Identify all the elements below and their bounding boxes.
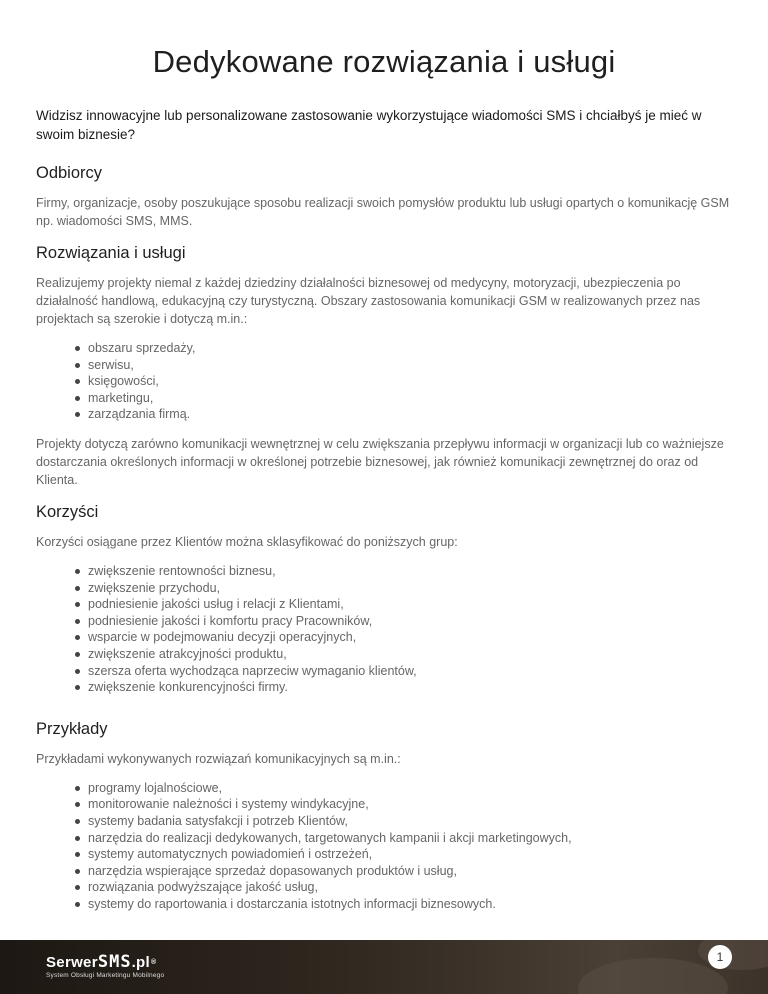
list-item: narzędzia wspierające sprzedaż dopasowanych produktów i usług, [88, 863, 732, 880]
bullet-list [36, 340, 732, 423]
list-item: obszaru sprzedaży, [88, 340, 732, 357]
list-item: podniesienie jakości usług i relacji z Klientami, [88, 596, 732, 613]
bullet-list [36, 780, 732, 913]
section-rozwiazania [36, 242, 732, 489]
list-item: zwiększenie atrakcyjności produktu, [88, 646, 732, 663]
list-item: zarządzania firmą. [88, 406, 732, 423]
list-item: serwisu, [88, 357, 732, 374]
footer-banner [0, 940, 768, 994]
section-korzysci [36, 501, 732, 696]
document-content [36, 106, 732, 924]
list-item: monitorowanie należności i systemy windykacyjne, [88, 796, 732, 813]
list-item: zwiększenie przychodu, [88, 580, 732, 597]
section-paragraph: Realizujemy projekty niemal z każdej dziedziny działalności biznesowej od medycyny, motoryzacji, ubezpieczenia po działalność handlową, edukacyjną czy turystyczną. Obszary zastosowania komunikacji GSM w realizowanych przez nas projektach są szerokie i dotyczą m.in.: [36, 276, 701, 326]
list-item: marketingu, [88, 390, 732, 407]
list-item: podniesienie jakości i komfortu pracy Pracowników, [88, 613, 732, 630]
section-paragraph: Korzyści osiągane przez Klientów można sklasyfikować do poniższych grup: [36, 534, 458, 549]
bullet-list [36, 563, 732, 696]
section-paragraph: Przykładami wykonywanych rozwiązań komunikacyjnych są m.in.: [36, 751, 401, 766]
logo-serwer-text: Serwer [46, 954, 98, 971]
list-item: narzędzia do realizacji dedykowanych, targetowanych kampanii i akcji marketingowych, [88, 830, 732, 847]
section-przyklady [36, 718, 732, 913]
section-odbiorcy [36, 162, 732, 230]
intro-text: Widzisz innowacyjne lub personalizowane zastosowanie wykorzystujące wiadomości SMS i chciałbyś je mieć w swoim biznesie? [36, 108, 702, 142]
logo-sms-text: SMS [97, 952, 132, 972]
list-item: systemy automatycznych powiadomień i ostrzeżeń, [88, 846, 732, 863]
list-item: księgowości, [88, 373, 732, 390]
section-heading: Rozwiązania i usługi [36, 244, 186, 262]
section-paragraph: Projekty dotyczą zarówno komunikacji wewnętrznej w celu zwiększania przepływu informacji w organizacji lub co ważniejsze dostarczania określonych informacji w określonej potrzebie biznesowej, jak również komunikacji zewnętrznej do oraz od Klienta. [36, 436, 724, 487]
list-item: szersza oferta wychodząca naprzeciw wymaganio klientów, [88, 663, 732, 680]
spacer [36, 708, 732, 718]
logo-pl-text: .pl [131, 954, 150, 971]
list-item: zwiększenie rentowności biznesu, [88, 563, 732, 580]
page-title: Dedykowane rozwiązania i usługi [152, 44, 616, 79]
logo-tagline: System Obsługi Marketingu Mobilnego [46, 972, 165, 979]
page-number-badge: 1 [708, 945, 732, 969]
list-item: systemy badania satysfakcji i potrzeb Klientów, [88, 813, 732, 830]
section-heading: Korzyści [36, 502, 99, 521]
list-item: wsparcie w podejmowaniu decyzji operacyjnych, [88, 629, 732, 646]
serwersms-logo [46, 954, 164, 980]
section-heading: Przykłady [36, 719, 108, 738]
registered-mark: ® [150, 959, 157, 966]
section-paragraph: Firmy, organizacje, osoby poszukujące sposobu realizacji swoich pomysłów produktu lub usługi opartych o komunikację GSM np. wiadomości SMS, MMS. [36, 196, 730, 228]
section-heading: Odbiorcy [36, 164, 103, 182]
list-item: zwiększenie konkurencyjności firmy. [88, 679, 732, 696]
list-item: rozwiązania podwyższające jakość usług, [88, 879, 732, 896]
list-item: programy lojalnościowe, [88, 780, 732, 797]
coffee-cup-image [578, 958, 728, 994]
list-item: systemy do raportowania i dostarczania istotnych informacji biznesowych. [88, 896, 732, 913]
